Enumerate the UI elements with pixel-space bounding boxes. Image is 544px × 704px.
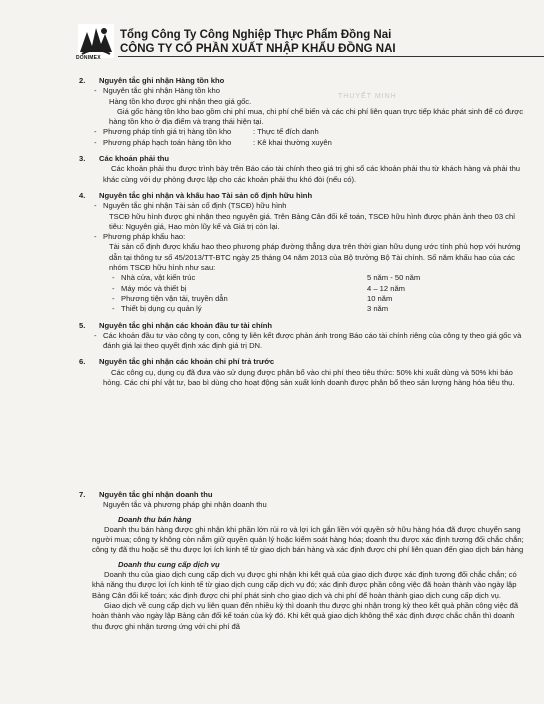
paragraph: Hàng tồn kho được ghi nhận theo giá gốc. — [109, 96, 252, 106]
bullet-item: - Phương pháp khấu hao: — [72, 232, 524, 242]
bullet-item: - Phương pháp hạch toán hàng tồn kho : Kê khai thường xuyên — [72, 138, 524, 148]
section-heading: 4. Nguyên tắc ghi nhận và khấu hao Tài sản cố định hữu hình — [79, 190, 313, 200]
subheading: Doanh thu bán hàng — [118, 514, 192, 524]
bleed-through-text: THUYẾT MINH — [338, 93, 397, 100]
letterhead — [70, 22, 520, 68]
paragraph: Các công cụ, dụng cụ đã đưa vào sử dụng được phân bổ vào chi phí theo tiêu thức: 50% khi xuất dùng và 50% khi báo hỏng. Các chi phí vật tư, bao bì dùng cho hoạt động sản xuất kinh doanh được phân bổ theo sản lượng hàng hóa tiêu thụ. — [103, 367, 515, 388]
section-heading: 2. Nguyên tắc ghi nhận Hàng tồn kho — [79, 76, 225, 85]
asset-row: - Thiết bị dụng cụ quản lý 3 năm — [72, 304, 524, 314]
asset-row: - Máy móc và thiết bị 4 – 12 năm — [72, 284, 524, 294]
section-prepaid — [72, 357, 524, 388]
section-fixed-assets — [72, 191, 524, 315]
bullet-item: - Các khoản đầu tư vào công ty con, công ty liên kết được phản ánh trong Báo cáo tài chính riêng của công ty theo giá gốc và đánh giá lại theo quyết định xác định giá trị DN. — [72, 331, 524, 352]
subheading: Doanh thu cung cấp dịch vụ — [118, 559, 220, 569]
paragraph: Doanh thu của giao dịch cung cấp dịch vụ được ghi nhận khi kết quả của giao dịch được xác định tương đối chắc chắn; có khả năng thu được lợi ích kinh tế từ giao dịch cung cấp dịch vụ đó; xác định được phần công việc đã hoàn thành vào ngày lập Bảng Cân đối kế toán; xác định được chi phí phát sinh cho giao dịch và chi phí để hoàn thành giao dịch cung cấp dịch vụ. — [92, 570, 517, 600]
bullet-item: - Nguyên tắc ghi nhận Hàng tồn kho — [72, 86, 524, 96]
bullet-item: - Nguyên tắc ghi nhận Tài sản cố định (TSCĐ) hữu hình — [72, 201, 524, 211]
section-heading: 5. Nguyên tắc ghi nhận các khoản đầu tư tài chính — [79, 320, 273, 330]
paragraph: Doanh thu bán hàng được ghi nhận khi phần lớn rủi ro và lợi ích gắn liền với quyền sở hữu hàng hóa đã được chuyển sang người mua; công ty không còn nắm giữ quyền quản lý hoặc kiểm soát hàng hóa; doanh thu được xác định tương đối chắc chắn; công ty đã thu hoặc sẽ thu được lợi ích kinh tế từ giao dịch bán hàng và xác định được chi phí liên quan đến giao dịch bán hàng — [92, 524, 524, 555]
paragraph: Các khoản phải thu được trình bày trên Báo cáo tài chính theo giá trị ghi sổ các khoản phải thu từ khách hàng và phải thu khác cùng với dự phòng được lập cho các khoản phải thu khó đòi (nếu có). — [103, 164, 521, 184]
section-heading: 7. Nguyên tắc ghi nhận doanh thu — [79, 490, 213, 499]
company-subsidiary: CÔNG TY CỔ PHẦN XUẤT NHẬP KHẨU ĐỒNG NAI — [120, 43, 396, 55]
logo-wordmark: DONIMEX — [76, 55, 101, 61]
company-name: Tổng Công Ty Công Nghiệp Thực Phẩm Đồng Nai — [120, 29, 392, 41]
section-heading: 3. Các khoản phải thu — [79, 154, 170, 164]
paragraph: Giá gốc hàng tồn kho bao gồm chi phí mua, chi phí chế biến và các chi phí liên quan trực tiếp khác phát sinh để có được hàng tồn kho ở địa điểm và trạng thái hiện tại. — [109, 106, 524, 127]
paragraph: Tài sản cố định được khấu hao theo phương pháp đường thẳng dựa trên thời gian hữu dụng ước tính phù hợp với hướng dẫn tại thông tư số 45/2013/TT-BTC ngày 25 tháng 04 năm 2013 của Bộ trưởng Bộ Tài chính. Số năm khấu hao của các nhóm TSCĐ hữu hình như sau: — [109, 242, 521, 273]
notes-body — [72, 76, 524, 394]
paragraph: TSCĐ hữu hình được ghi nhận theo nguyên giá. Trên Bảng Cân đối kế toán, TSCĐ hữu hình được phản ảnh theo 03 chỉ tiêu: Nguyên giá, Hao mòn lũy kế và Giá trị còn lại. — [109, 211, 515, 231]
asset-row: - Phương tiện vận tải, truyền dẫn 10 năm — [72, 294, 524, 304]
section-receivables — [72, 154, 524, 185]
header-rule — [118, 56, 544, 57]
section-revenue — [72, 490, 524, 632]
section-inventory — [72, 76, 524, 148]
section-heading: 6. Nguyên tắc ghi nhận các khoản chi phí trả trước — [79, 357, 275, 367]
asset-row: - Nhà cửa, vật kiến trúc 5 năm - 50 năm — [72, 273, 524, 283]
paragraph: Giao dịch về cung cấp dịch vụ liên quan đến nhiều kỳ thì doanh thu được ghi nhận trong kỳ theo kết quả phần công việc đã hoàn thành vào ngày lập Bảng cân đối kế toán của kỳ đó. Khi kết quả giao dịch không thể xác định được chắc chắn thì doanh thu được ghi nhận tương ứng với chi phí đã — [92, 600, 519, 631]
bullet-item: - Phương pháp tính giá trị hàng tồn kho : Thực tế đích danh — [72, 127, 524, 137]
paragraph: Nguyên tắc và phương pháp ghi nhận doanh thu — [103, 500, 267, 510]
section-investments — [72, 321, 524, 352]
